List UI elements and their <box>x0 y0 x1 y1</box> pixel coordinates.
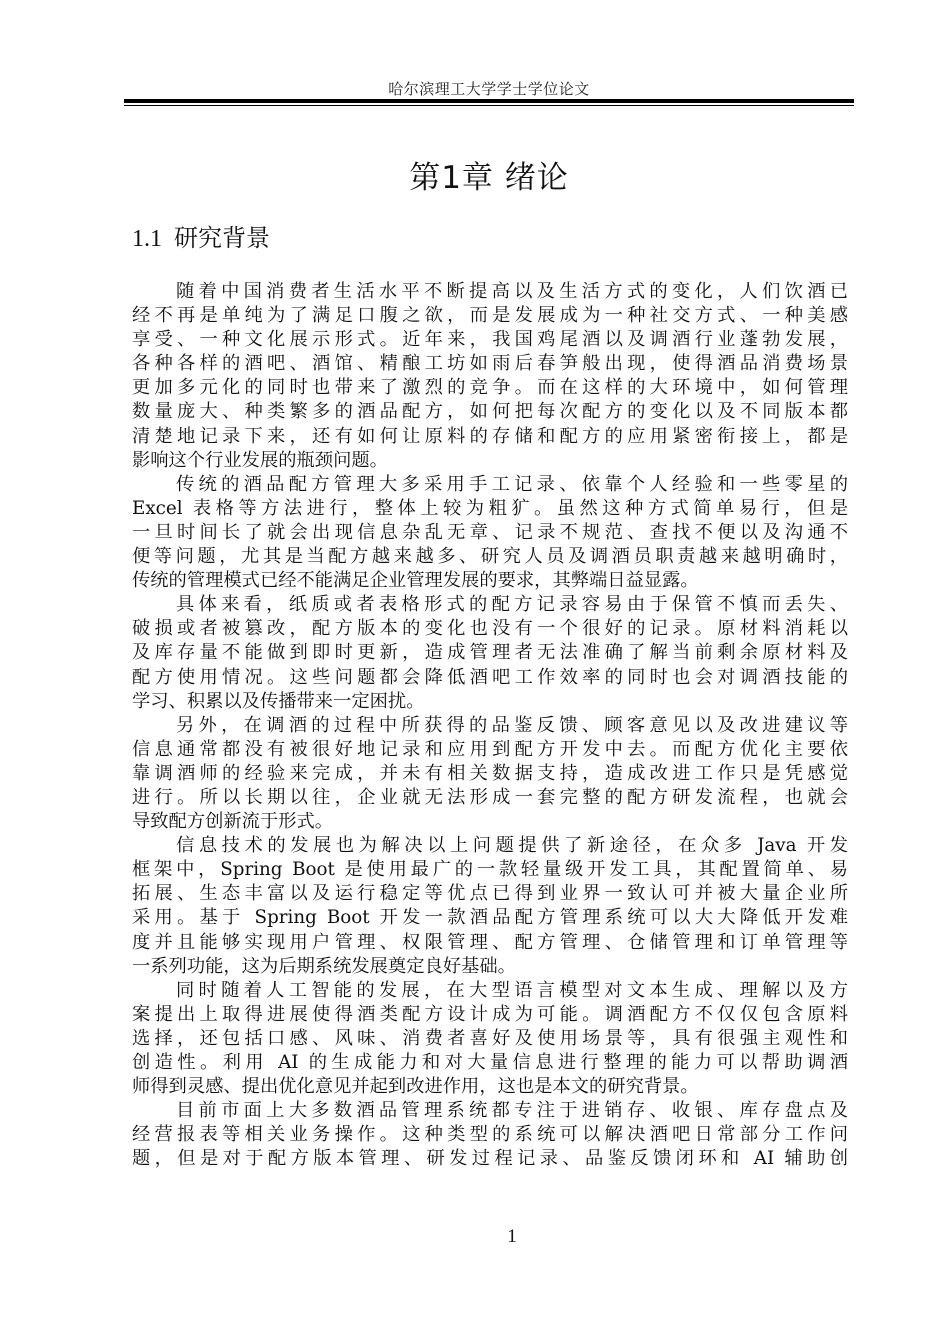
text-line: 破损或者被篡改，配方版本的变化也没有一个很好的记录。原材料消耗以 <box>132 618 848 640</box>
section-heading <box>132 218 270 253</box>
text-line: 案提出上取得进展使得酒类配方设计成为可能。调酒配方不仅仅包含原料 <box>132 1003 848 1025</box>
section-title-text: 研究背景 <box>174 224 270 252</box>
text-line: 传统的管理模式已经不能满足企业管理发展的要求，其弊端日益显露。 <box>132 570 699 592</box>
text-line: 各种各样的酒吧、酒馆、精酿工坊如雨后春笋般出现，使得酒品消费场景 <box>132 353 848 375</box>
chapter-title: 第1章 绪论 <box>409 160 569 196</box>
text-line: 拓展、生态丰富以及运行稳定等优点已得到业界一致认可并被大量企业所 <box>132 883 848 905</box>
running-header: 哈尔滨理工大学学士学位论文 <box>388 80 590 98</box>
text-line: 导致配方创新流于形式。 <box>132 811 334 833</box>
text-line: 配方使用情况。这些问题都会降低酒吧工作效率的同时也会对调酒技能的 <box>132 666 848 688</box>
text-line: 随着中国消费者生活水平不断提高以及生活方式的变化，人们饮酒已 <box>176 281 848 302</box>
text-line: 另外，在调酒的过程中所获得的品鉴反馈、顾客意见以及改进建议等 <box>176 714 848 736</box>
text-line: 选择，还包括口感、风味、消费者喜好及使用场景等，具有很强主观性和 <box>132 1027 848 1049</box>
text-line: 便等问题，尤其是当配方越来越多、研究人员及调酒员职责越来越明确时， <box>132 546 848 568</box>
text-line: 进行。所以长期以往，企业就无法形成一套完整的配方研发流程，也就会 <box>132 786 848 808</box>
text-line: 目前市面上大多数酒品管理系统都专注于进销存、收银、库存盘点及 <box>176 1100 848 1122</box>
text-line: 具体来看，纸质或者表格形式的配方记录容易由于保管不慎而丢失、 <box>176 594 848 616</box>
text-line: 度并且能够实现用户管理、权限管理、配方管理、仓储管理和订单管理等 <box>132 931 848 953</box>
text-line: 一旦时间长了就会出现信息杂乱无章、记录不规范、查找不便以及沟通不 <box>132 521 848 543</box>
text-line: 师得到灵感、提出优化意见并起到改进作用，这也是本文的研究背景。 <box>132 1076 699 1098</box>
text-line: 题，但是对于配方版本管理、研发过程记录、品鉴反馈闭环和 AI 辅助创 <box>132 1148 848 1170</box>
text-line: Excel 表格等方法进行，整体上较为粗犷。虽然这种方式简单易行，但是 <box>132 497 848 519</box>
text-line: 经不再是单纯为了满足口腹之欲，而是发展成为一种社交方式、一种美感 <box>132 305 848 327</box>
text-line: 数量庞大、种类繁多的酒品配方，如何把每次配方的变化以及不同版本都 <box>132 401 848 423</box>
text-line: 采用。基于 Spring Boot 开发一款酒品配方管理系统可以大大降低开发难 <box>132 907 848 929</box>
text-line: 学习、积累以及传播带来一定困扰。 <box>132 690 425 712</box>
text-line: 创造性。利用 AI 的生成能力和对大量信息进行整理的能力可以帮助调酒 <box>132 1052 848 1073</box>
text-line: 信息通常都没有被很好地记录和应用到配方开发中去。而配方优化主要依 <box>132 738 848 760</box>
text-line: 信息技术的发展也为解决以上问题提供了新途径，在众多 Java 开发 <box>176 835 848 857</box>
text-line: 清楚地记录下来，还有如何让原料的存储和配方的应用紧密衔接上，都是 <box>132 425 848 447</box>
page-number: 1 <box>507 1226 517 1247</box>
text-line: 享受、一种文化展示形式。近年来，我国鸡尾酒以及调酒行业蓬勃发展， <box>132 329 848 351</box>
text-line: 经营报表等相关业务操作。这种类型的系统可以解决酒吧日常部分工作问 <box>132 1124 848 1146</box>
text-line: 同时随着人工智能的发展，在大型语言模型对文本生成、理解以及方 <box>176 979 848 1001</box>
body-text <box>132 280 848 1171</box>
section-number: 1.1 <box>132 226 162 252</box>
text-line: 框架中，Spring Boot 是使用最广的一款轻量级开发工具，其配置简单、易 <box>132 859 848 881</box>
text-line: 更加多元化的同时也带来了激烈的竞争。而在这样的大环境中，如何管理 <box>132 377 848 399</box>
text-line: 传统的酒品配方管理大多采用手工记录、依靠个人经验和一些零星的 <box>176 473 848 495</box>
text-line: 影响这个行业发展的瓶颈问题。 <box>132 449 388 471</box>
text-line: 一系列功能，这为后期系统发展奠定良好基础。 <box>132 955 516 977</box>
header-rule-thick <box>124 99 854 103</box>
text-line: 及库存量不能做到即时更新，造成管理者无法准确了解当前剩余原材料及 <box>132 642 848 664</box>
header-rule-thin <box>124 105 854 106</box>
text-line: 靠调酒师的经验来完成，并未有相关数据支持，造成改进工作只是凭感觉 <box>132 762 848 784</box>
